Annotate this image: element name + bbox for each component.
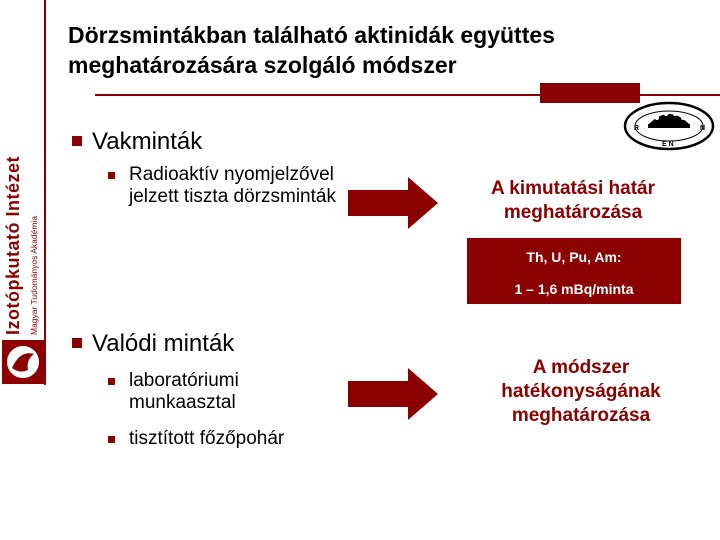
list-item <box>108 370 328 414</box>
bullet-icon <box>72 136 82 146</box>
section-vakmintak <box>72 128 202 156</box>
detection-limit-box <box>467 238 681 304</box>
sidebar <box>0 0 46 540</box>
limit-value: 1 – 1,6 mBq/minta <box>514 281 634 297</box>
bullet-icon <box>108 172 115 179</box>
list-item-text: laboratóriumi munkaasztal <box>129 370 239 413</box>
svg-text:E N: E N <box>662 141 674 148</box>
right-arrow-icon <box>348 177 438 229</box>
bullet-icon <box>108 378 115 385</box>
bullet-icon <box>72 338 82 348</box>
academy-name: Magyar Tudományos Akadémia <box>29 215 39 335</box>
conference-emblem-icon <box>622 100 716 152</box>
list-item <box>108 428 348 450</box>
slide-title: Dörzsmintákban található aktinidák együttes meghatározására szolgáló módszer <box>68 22 555 78</box>
svg-text:R: R <box>634 125 640 132</box>
limit-elements: Th, U, Pu, Am: <box>526 249 622 265</box>
bullet-icon <box>108 436 115 443</box>
list-item-text: Radioaktív nyomjelzővel jelzett tiszta dörzsminták <box>129 164 336 207</box>
section-valodi-mintak <box>72 330 234 358</box>
result-text: A módszer hatékonyságának meghatározása <box>501 357 661 426</box>
institute-logo-icon <box>2 340 44 384</box>
list-item <box>108 164 338 208</box>
sidebar-rule <box>44 0 46 385</box>
section-heading: Valódi minták <box>92 330 235 357</box>
right-arrow-icon <box>348 368 438 420</box>
section-heading: Vakminták <box>92 128 203 155</box>
result-text: A kimutatási határ meghatározása <box>490 178 655 223</box>
institute-name: Izotópkutató Intézet <box>3 156 23 335</box>
list-item-text: tisztított főzőpohár <box>129 428 285 449</box>
svg-text:N: N <box>700 125 706 132</box>
